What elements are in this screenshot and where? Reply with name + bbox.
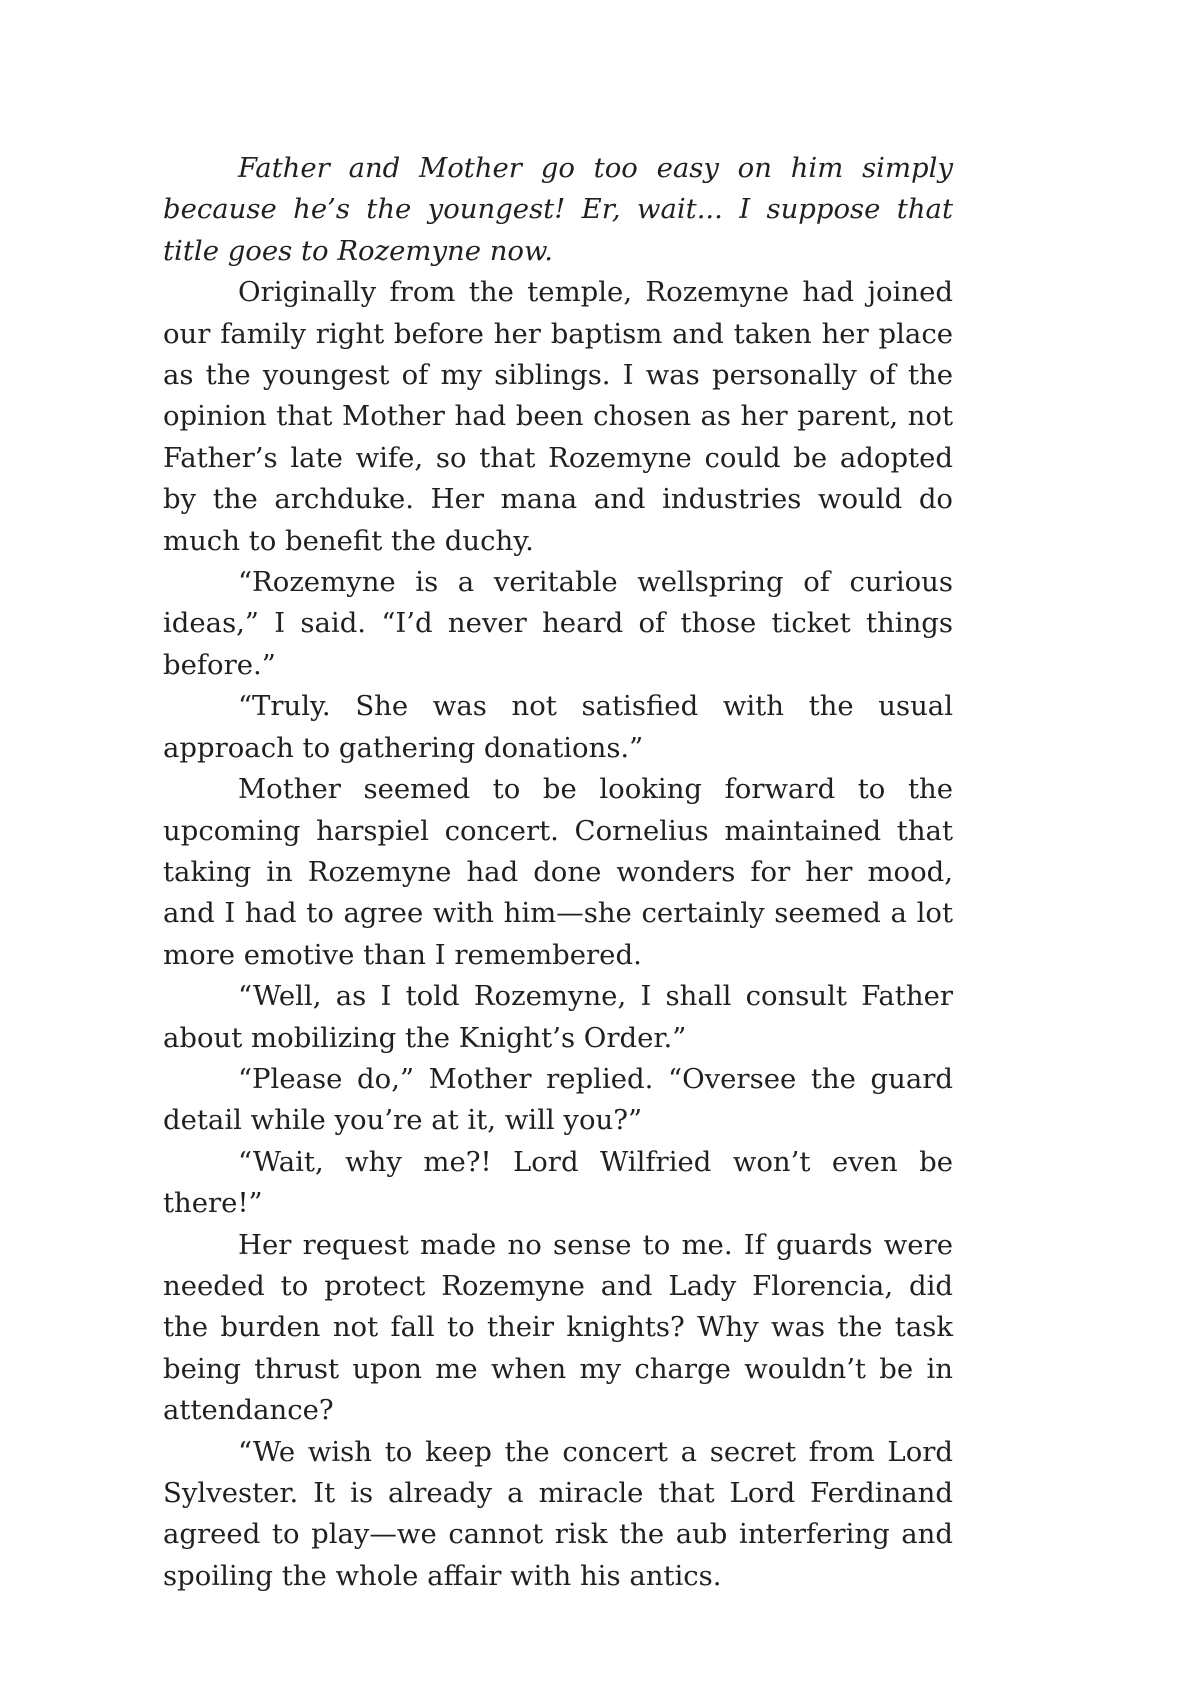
paragraph: “Well, as I told Rozemyne, I shall consult Father about mobilizing the Knight’s Order.” [163, 980, 953, 1054]
paragraph: “Please do,” Mother replied. “Oversee the guard detail while you’re at it, will you?” [163, 1062, 953, 1137]
paragraph: “We wish to keep the concert a secret from Lord Sylvester. It is already a miracle that Lord Ferdinand agreed to play—we cannot risk the aub interfering and spoiling the whole affair with his antics. [163, 1435, 953, 1592]
body-text [163, 148, 953, 1597]
paragraph: “Truly. She was not satisfied with the usual approach to gathering donations.” [163, 690, 953, 764]
paragraph: “Rozemyne is a veritable wellspring of curious ideas,” I said. “I’d never heard of those ticket things before.” [163, 566, 953, 681]
paragraph: Her request made no sense to me. If guards were needed to protect Rozemyne and Lady Florencia, did the burden not fall to their knights? Why was the task being thrust upon me when my charge wouldn’t be in attendance? [163, 1228, 953, 1427]
paragraph: Mother seemed to be looking forward to the upcoming harspiel concert. Cornelius maintained that taking in Rozemyne had done wonders for her mood, and I had to agree with him—she certainly seemed a lot more emotive than I remembered. [163, 773, 953, 971]
paragraph-inner-thought: Father and Mother go too easy on him simply because he’s the youngest! Er, wait... I suppose that title goes to Rozemyne now. [163, 152, 953, 267]
paragraph: Originally from the temple, Rozemyne had joined our family right before her baptism and taken her place as the youngest of my siblings. I was personally of the opinion that Mother had been chosen as her parent, not Father’s late wife, so that Rozemyne could be adopted by the archduke. Her mana and industries would do much to benefit the duchy. [163, 276, 953, 557]
paragraph: “Wait, why me?! Lord Wilfried won’t even be there!” [163, 1145, 953, 1220]
